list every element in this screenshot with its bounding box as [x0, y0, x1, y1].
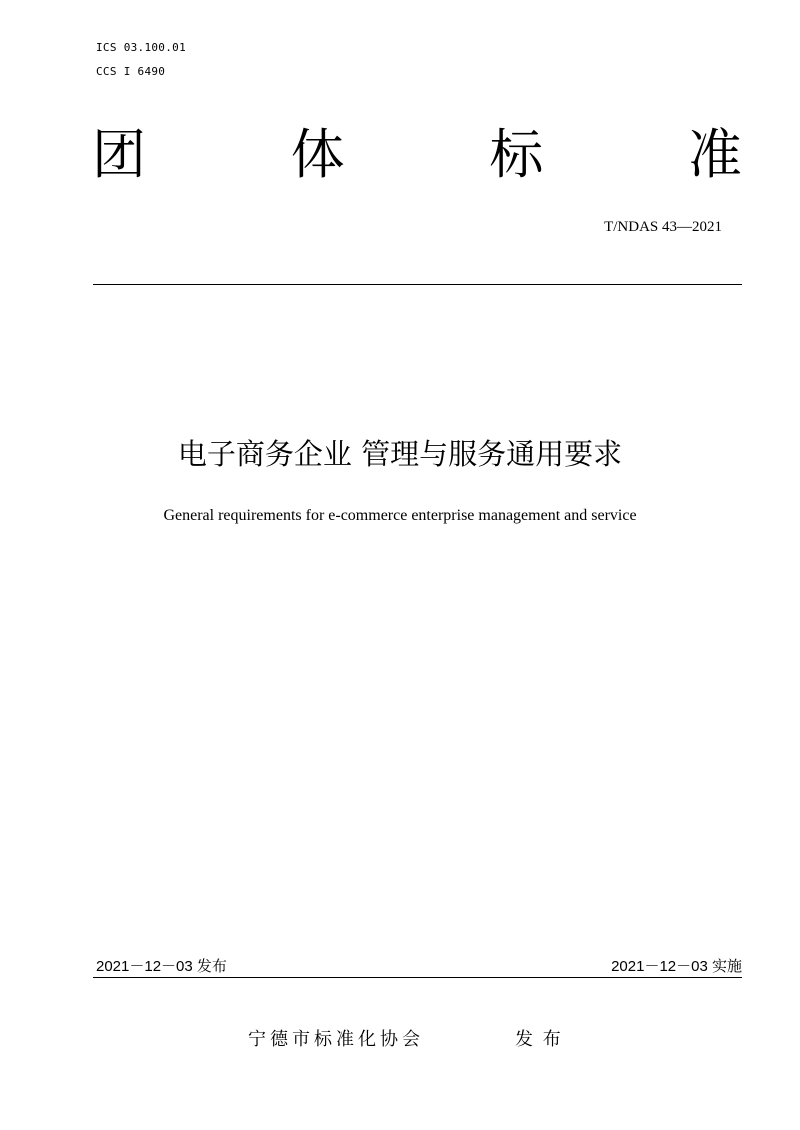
- publish-date: 2021－12－03 发布: [96, 958, 227, 975]
- title-english: General requirements for e-commerce enterprise management and service: [163, 507, 637, 524]
- bottom-divider: [93, 977, 742, 978]
- title-chinese: 电子商务企业 管理与服务通用要求: [177, 437, 623, 471]
- publisher-action: 发 布: [515, 1029, 563, 1050]
- ics-code: ICS 03.100.01: [96, 41, 186, 54]
- ccs-code: CCS I 6490: [96, 65, 166, 78]
- category-char-2: 体: [290, 123, 345, 186]
- category-char-3: 标: [489, 123, 544, 186]
- top-divider: [93, 284, 742, 285]
- category-char-4: 准: [687, 123, 742, 186]
- publisher-name: 宁德市标准化协会: [248, 1029, 424, 1050]
- standard-category-heading: [92, 122, 742, 188]
- standard-number: T/NDAS 43—2021: [604, 219, 722, 235]
- category-char-1: 团: [92, 123, 146, 186]
- implement-date: 2021－12－03 实施: [611, 958, 742, 975]
